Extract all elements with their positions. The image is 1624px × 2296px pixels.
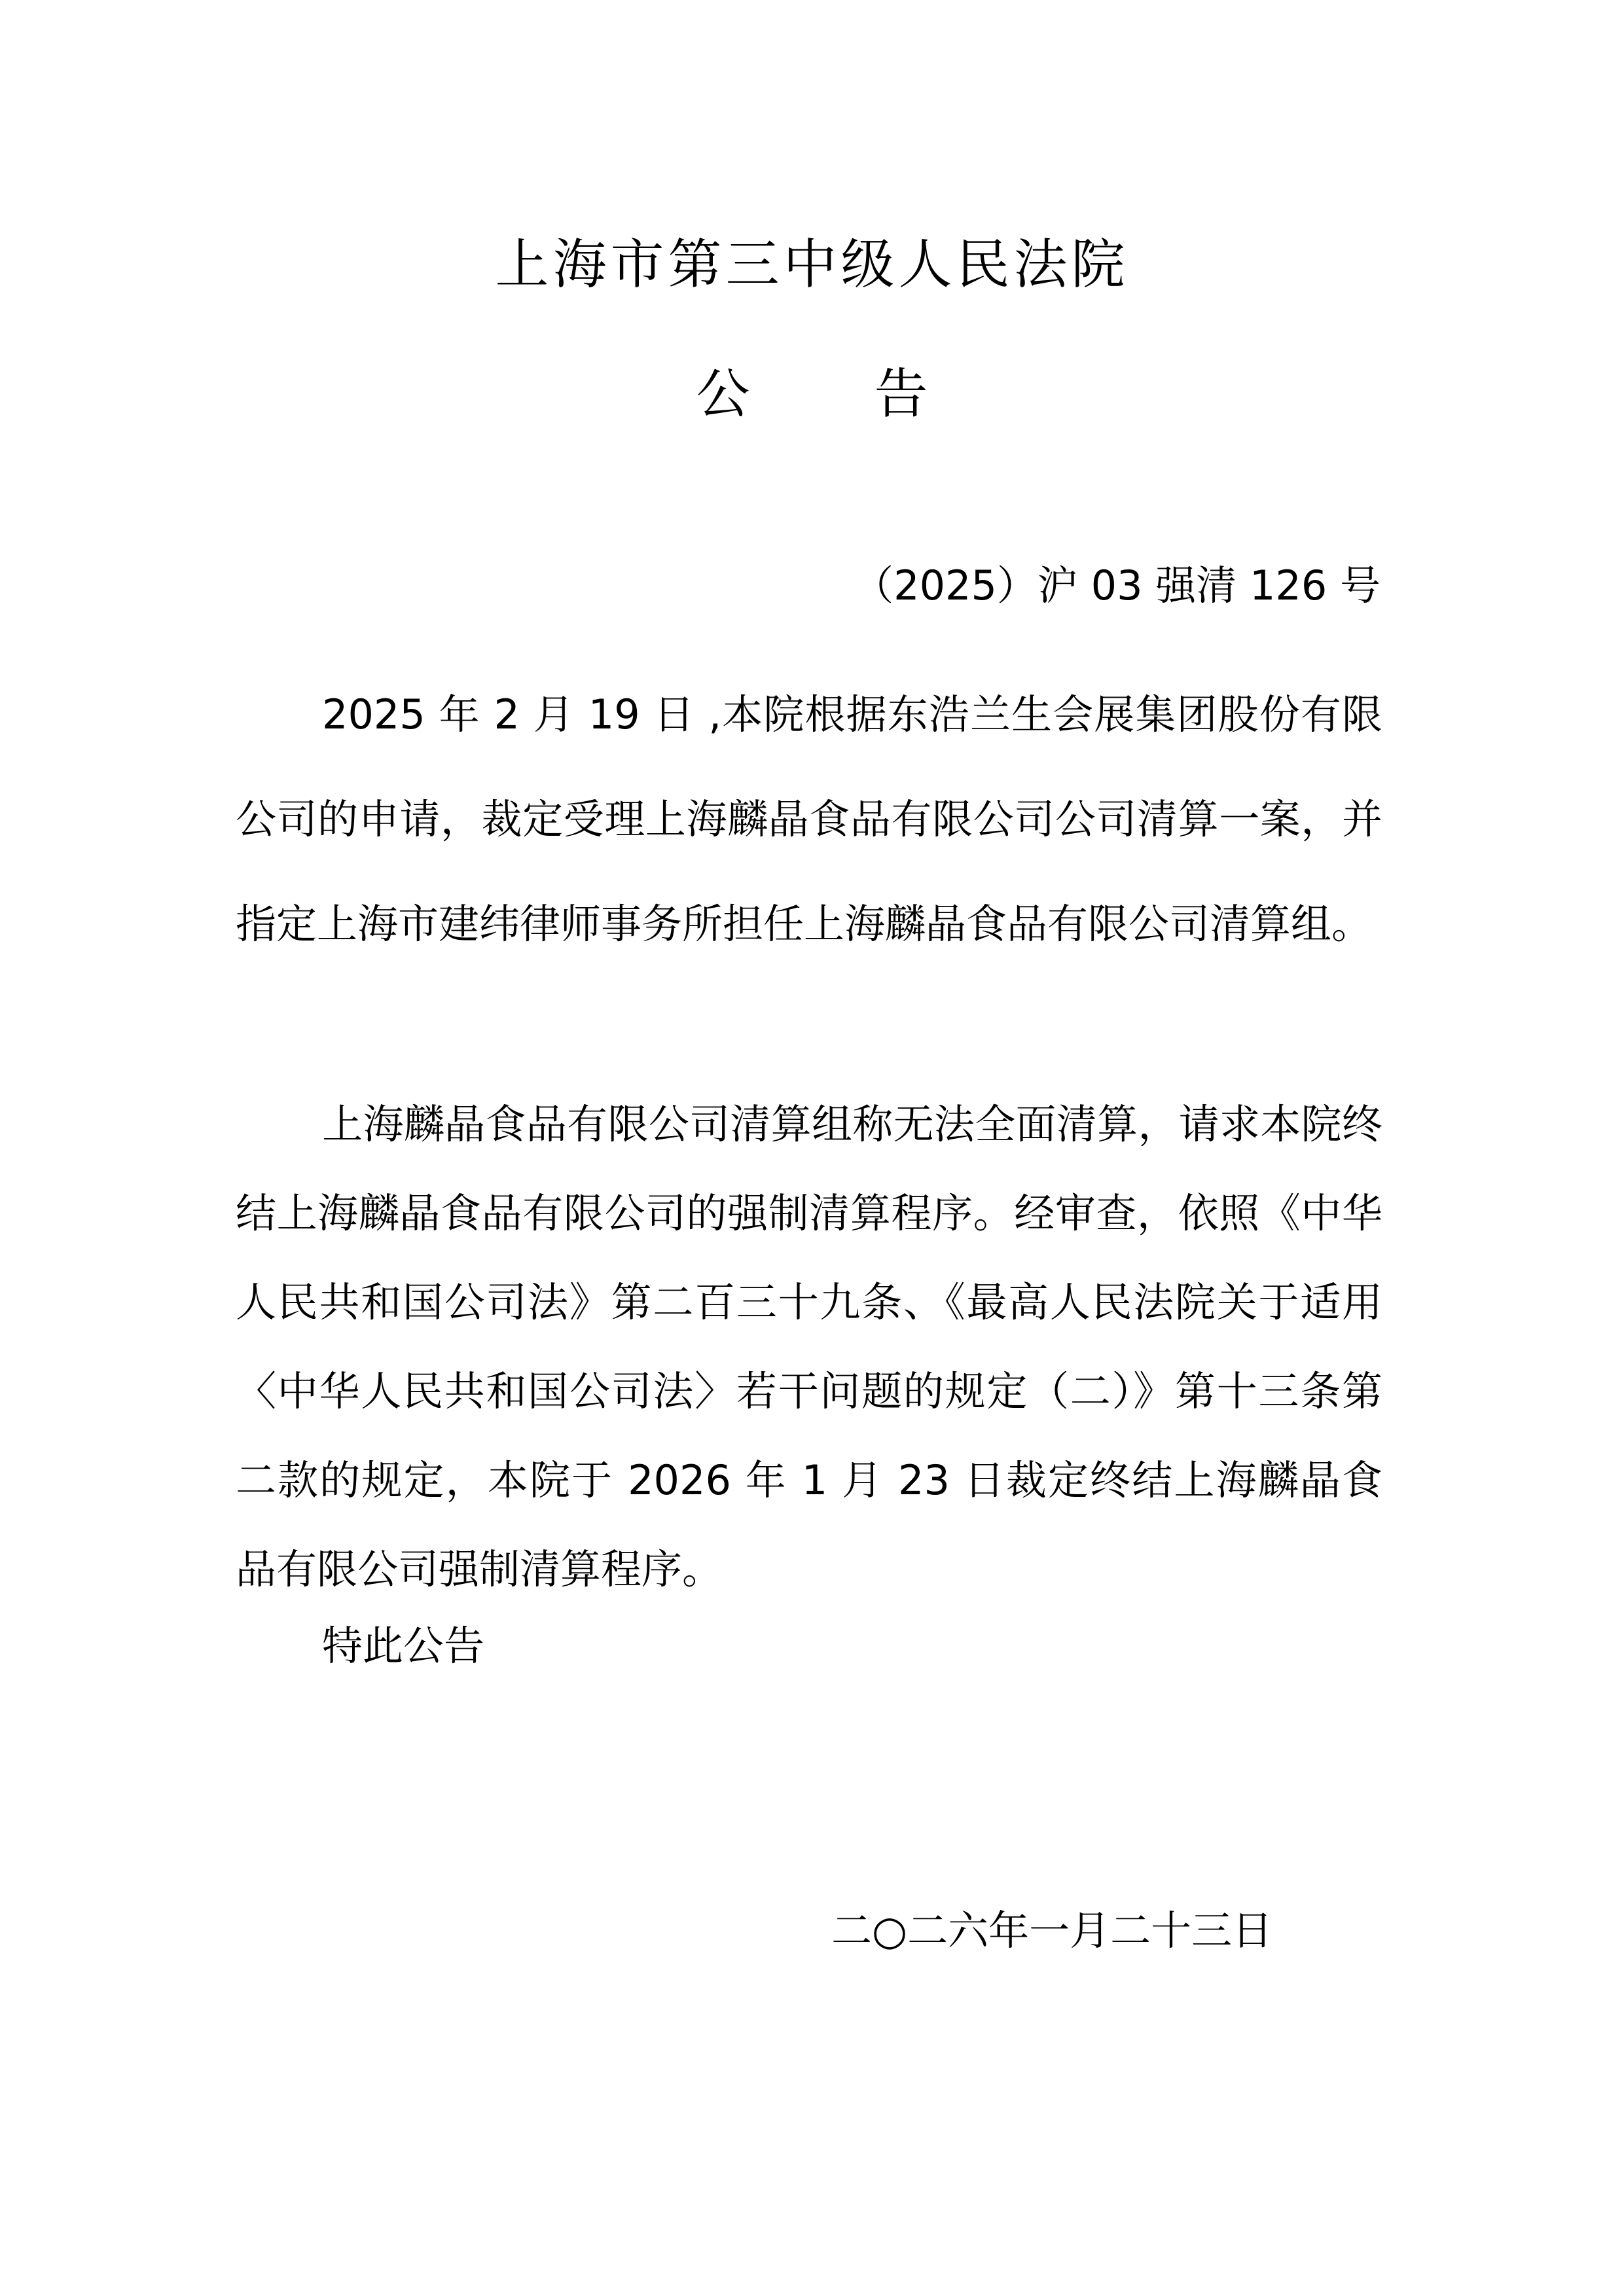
closing-statement: 特此公告 xyxy=(322,1622,485,1670)
body-paragraph-2 xyxy=(236,1080,1382,1614)
case-number: （2025）沪 03 强清 126 号 xyxy=(853,562,1380,609)
issue-date: 二○二六年一月二十三日 xyxy=(831,1907,1273,1954)
announcement-title xyxy=(0,359,1624,431)
court-name-heading: 上海市第三中级人民法院 xyxy=(495,234,1129,296)
title-first-char: 公 xyxy=(696,363,750,425)
title-second-char: 告 xyxy=(874,363,928,425)
body-paragraph-1 xyxy=(236,662,1382,977)
paragraph-1-text: 2025 年 2 月 19 日 ,本院根据东浩兰生会展集团股份有限公司的申请，裁定受理上海麟晶食品有限公司公司清算一案，并指定上海市建纬律师事务所担任上海麟晶食品有限公司清算组。 xyxy=(236,691,1382,948)
paragraph-2-text: 上海麟晶食品有限公司清算组称无法全面清算，请求本院终结上海麟晶食品有限公司的强制清算程序。经审查，依照《中华人民共和国公司法》第二百三十九条、《最高人民法院关于适用〈中华人民共和国公司法〉若干问题的规定（二）》第十三条第二款的规定，本院于 2026 年 1 月 23 日裁定终结上海麟晶食品有限公司强制清算程序。 xyxy=(236,1100,1382,1593)
